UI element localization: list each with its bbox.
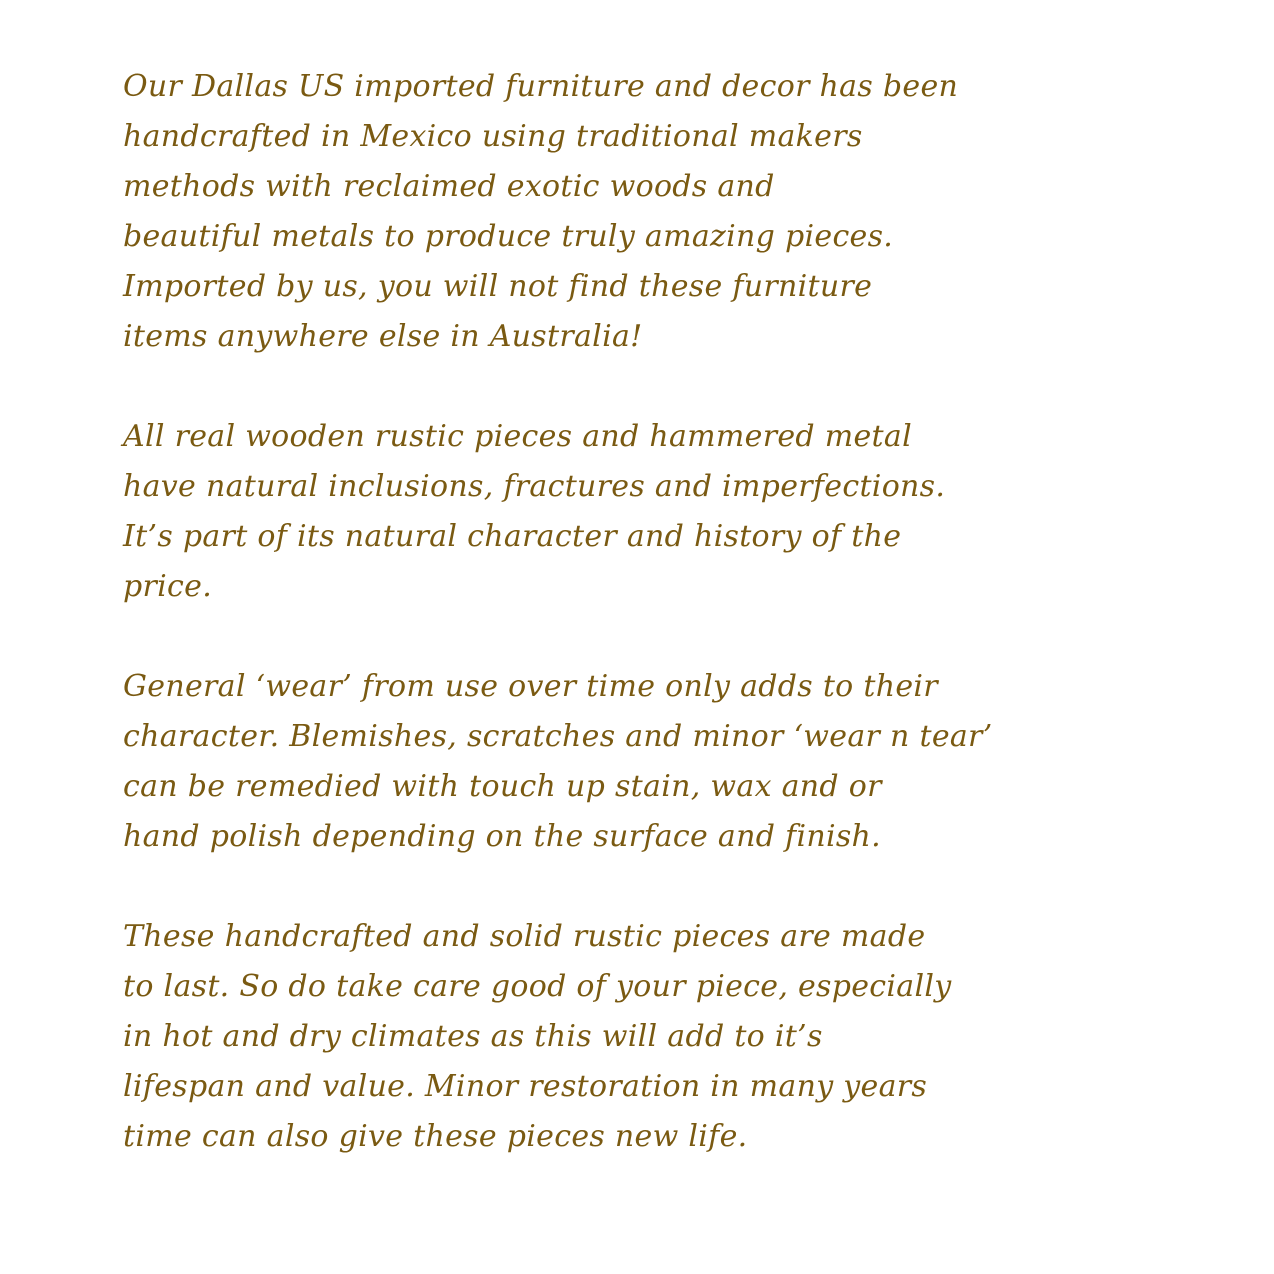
paragraph-wear-and-tear: [123, 662, 1203, 862]
text-line: in hot and dry climates as this will add to it’s: [123, 1019, 823, 1054]
text-line: methods with reclaimed exotic woods and: [123, 169, 775, 204]
text-line: beautiful metals to produce truly amazing pieces.: [123, 219, 894, 254]
text-line: price.: [123, 569, 213, 604]
text-line: handcrafted in Mexico using traditional makers: [123, 119, 863, 154]
paragraph-care-advice: [123, 912, 1203, 1162]
text-line: Imported by us, you will not find these furniture: [123, 269, 873, 304]
paragraph-natural-character: [123, 412, 1203, 612]
text-line: time can also give these pieces new life.: [123, 1119, 748, 1154]
text-line: Our Dallas US imported furniture and decor has been: [123, 69, 959, 104]
text-line: have natural inclusions, fractures and imperfections.: [123, 469, 946, 504]
text-line: All real wooden rustic pieces and hammered metal: [123, 419, 912, 454]
text-line: It’s part of its natural character and history of the: [123, 519, 902, 554]
text-line: items anywhere else in Australia!: [123, 319, 643, 354]
text-line: lifespan and value. Minor restoration in many years: [123, 1069, 928, 1104]
text-line: can be remedied with touch up stain, wax and or: [123, 769, 882, 804]
paragraph-import-intro: [123, 62, 1203, 362]
body-text: [123, 62, 1203, 1162]
text-line: hand polish depending on the surface and finish.: [123, 819, 882, 854]
text-line: General ‘wear’ from use over time only adds to their: [123, 669, 938, 704]
text-line: character. Blemishes, scratches and minor ‘wear n tear’: [123, 719, 993, 754]
text-line: These handcrafted and solid rustic pieces are made: [123, 919, 926, 954]
text-line: to last. So do take care good of your piece, especially: [123, 969, 952, 1004]
